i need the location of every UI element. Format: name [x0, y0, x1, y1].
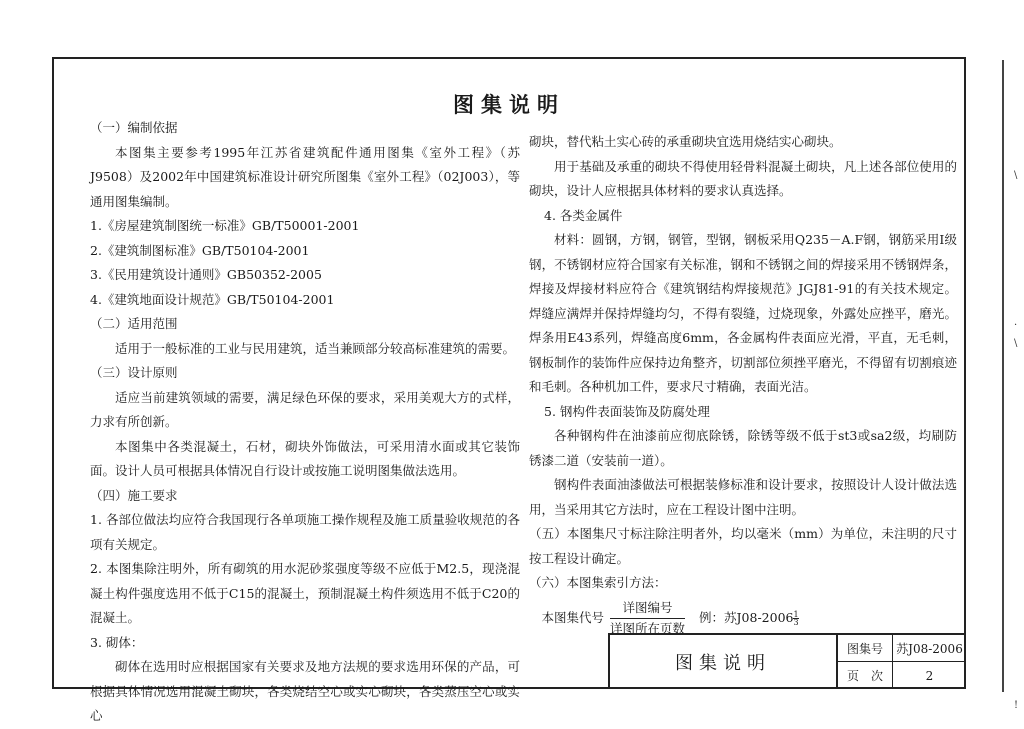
paragraph: 砌体在选用时应根据国家有关要求及地方法规的要求选用环保的产品，可根据具体情况选用混凝土砌块，各类烧结空心或实心砌块，各类蒸压空心或实心 [90, 659, 520, 723]
paragraph: （五）本图集尺寸标注除注明者外，均以毫米（mm）为单位，未注明的尺寸按工程设计确定。 [529, 526, 957, 566]
example-fraction [793, 611, 798, 626]
paragraph: 材料：圆钢，方钢，钢管，型钢，钢板采用Q235－A.F钢，钢筋采用Ⅰ级钢，不锈钢材应符合国家有关标准，钢和不锈钢之间的焊接采用不锈钢焊条，焊接及焊接材料应符合《建筑钢结构焊接规范》JGJ81-91的有关技术规定。焊缝应满焊并保持焊缝均匀，不得有裂缝，过烧现象，外露处应挫平，磨光。焊条用E43系列，焊缝高度6mm，各金属构件表面应光滑，平直，无毛刺，钢板制作的装饰件应保持边角整齐，切割部位须挫平磨光，不得留有切割痕迹和毛刺。各种机加工件，要求尺寸精确，表面光洁。 [529, 232, 957, 394]
drawing-frame [52, 57, 966, 723]
edge-mark: \ [1014, 338, 1018, 349]
paragraph: 1.《房屋建筑制图统一标准》GB/T50001-2001 [90, 218, 360, 233]
paragraph: 各种钢构件在油漆前应彻底除锈，除锈等级不低于st3或sa2级，均刷防锈漆二道（安装前一道）。 [529, 428, 957, 468]
page-number-label: 页 次 [838, 662, 893, 689]
atlas-code-label: 本图集代号 [541, 609, 605, 625]
adjacent-page-edge [1002, 60, 1024, 692]
title-block [608, 633, 966, 689]
edge-mark: \ [1014, 170, 1018, 181]
detail-number-label: 详图编号 [610, 598, 685, 619]
paragraph: 3. 砌体： [90, 634, 144, 650]
paragraph: （一）编制依据 [90, 120, 178, 135]
paragraph: 砌块，替代粘土实心砖的承重砌块宜选用烧结实心砌块。 [529, 134, 842, 149]
paragraph: 4.《建筑地面设计规范》GB/T50104-2001 [90, 291, 335, 307]
title-block-grid [838, 635, 966, 689]
paragraph: （三）设计原则 [90, 365, 178, 380]
index-example: 例：苏J08-2006 [699, 609, 794, 625]
paragraph: 4. 各类金属件 [544, 207, 623, 223]
title-block-name: 图集说明 [610, 635, 838, 689]
paragraph: （四）施工要求 [90, 487, 178, 503]
atlas-number-value: 苏J08-2006 [893, 635, 966, 662]
edge-mark: · [1014, 320, 1018, 331]
paragraph: 用于基础及承重的砌块不得使用轻骨料混凝土砌块，凡上述各部位使用的砌块，设计人应根据具体材料的要求认真选择。 [529, 158, 957, 198]
example-top: 1 [793, 609, 799, 619]
paragraph: 1. 各部位做法均应符合我国现行各单项施工操作规程及施工质量验收规范的各项有关规定。 [90, 512, 520, 552]
example-bottom: 3 [793, 617, 799, 627]
paragraph: 2. 本图集除注明外，所有砌筑的用水泥砂浆强度等级不应低于M2.5，现浇混凝土构件强度选用不低于C15的混凝土，预制混凝土构件须选用不低于C20的混凝土。 [90, 561, 520, 625]
paragraph: 2.《建筑制图标准》GB/T50104-2001 [90, 242, 310, 258]
paragraph: 适用于一般标准的工业与民用建筑，适当兼顾部分较高标准建筑的需要。 [115, 340, 516, 356]
left-text-column [90, 116, 520, 729]
atlas-number-label: 图集号 [838, 635, 893, 662]
paragraph: 3.《民用建筑设计通则》GB50352-2005 [90, 267, 322, 282]
paragraph: （二）适用范围 [90, 316, 178, 331]
paragraph: 适应当前建筑领域的需要，满足绿色环保的要求，采用美观大方的式样，力求有所创新。 [90, 389, 520, 429]
detail-page-label: 详图所在页数 [610, 620, 686, 636]
page-number-value: 2 [925, 668, 934, 683]
page-title: 图集说明 [453, 92, 565, 117]
paragraph: 钢构件表面油漆做法可根据装修标准和设计要求，按照设计人设计做法选用，当采用其它方法时，应在工程设计图中注明。 [529, 477, 957, 517]
paragraph: 5. 钢构件表面装饰及防腐处理 [544, 403, 710, 419]
paragraph: 本图集中各类混凝土，石材，砌块外饰做法，可采用清水面或其它装饰面。设计人员可根据具体情况自行设计或按施工说明图集做法选用。 [90, 438, 520, 478]
paragraph: （六）本图集索引方法： [529, 575, 667, 590]
right-text-column [529, 130, 957, 639]
edge-mark: ! [1014, 700, 1019, 711]
paragraph: 本图集主要参考1995年江苏省建筑配件通用图集《室外工程》（苏J9508）及2002年中国建筑标准设计研究所图集《室外工程》（02J003），等通用图集编制。 [90, 144, 520, 209]
